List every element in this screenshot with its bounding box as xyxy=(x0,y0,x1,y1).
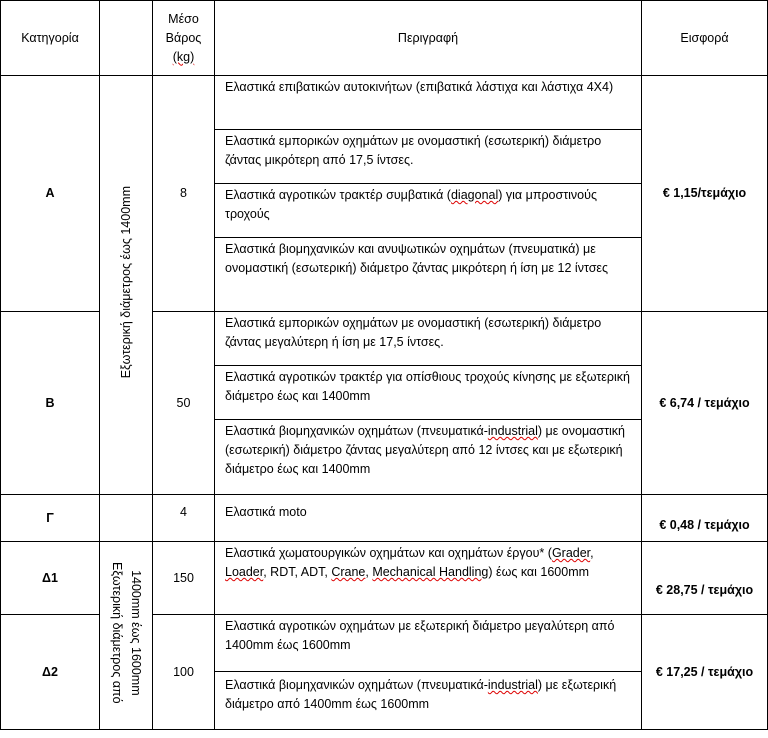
description-text: Ελαστικά βιομηχανικών οχημάτων (πνευματικά- xyxy=(225,424,488,438)
header-weight-line2: Βάρος xyxy=(165,30,202,45)
table-row xyxy=(1,495,768,542)
description-text: ) με εξωτερική διάμετρο από 1400mm έως 1600mm xyxy=(225,678,617,711)
header-weight-unit: (kg) xyxy=(172,49,195,64)
header-weight-line1: Μέσο xyxy=(168,11,199,26)
spellcheck-word: Grader xyxy=(551,546,591,560)
weight-cell: 50 xyxy=(153,312,215,495)
contribution-cell: € 0,48 / τεμάχιο xyxy=(642,495,768,542)
description-cell xyxy=(215,184,642,238)
group-blank-cell xyxy=(100,495,153,542)
description-text: Ελαστικά χωματουργικών οχημάτων και οχημάτων έργου* ( xyxy=(225,546,552,560)
header-row xyxy=(1,1,768,76)
group-label-line1: Εξωτερική διάμετρος από xyxy=(110,561,124,704)
description-text: Ελαστικά αγροτικών τρακτέρ συμβατικά ( xyxy=(225,188,451,202)
weight-cell: 8 xyxy=(153,76,215,312)
category-cell: Δ2 xyxy=(1,615,100,730)
table-row xyxy=(1,542,768,615)
description-cell xyxy=(215,542,642,615)
group-label-text: Εξωτερική διάμετρος έως 1400mm xyxy=(118,185,133,379)
header-description: Περιγραφή xyxy=(215,1,642,76)
weight-cell: 100 xyxy=(153,615,215,730)
group-label-diameter-1400-1600 xyxy=(100,542,153,730)
description-cell: Ελαστικά moto xyxy=(215,495,642,542)
description-text: Ελαστικά βιομηχανικών οχημάτων (πνευματικά- xyxy=(225,678,488,692)
category-cell: Β xyxy=(1,312,100,495)
header-blank xyxy=(100,1,153,76)
description-text: , RDT, ADT, xyxy=(263,565,332,579)
weight-cell: 4 xyxy=(153,495,215,542)
group-label-text xyxy=(107,562,145,704)
description-text: ) έως και 1600mm xyxy=(488,565,590,579)
description-cell: Ελαστικά εμπορικών οχημάτων με ονομαστική (εσωτερική) διάμετρο ζάντας μικρότερη από 17,5 ίντσες. xyxy=(215,130,642,184)
description-cell: Ελαστικά αγροτικών τρακτέρ για οπίσθιους τροχούς κίνησης με εξωτερική διάμετρο έως και 1400mm xyxy=(215,366,642,420)
contribution-cell: € 1,15/τεμάχιο xyxy=(642,76,768,312)
category-cell: Γ xyxy=(1,495,100,542)
spellcheck-word: industrial xyxy=(487,424,538,438)
spellcheck-word: diagonal xyxy=(450,188,499,202)
contribution-cell: € 17,25 / τεμάχιο xyxy=(642,615,768,730)
header-weight xyxy=(153,1,215,76)
table-row xyxy=(1,76,768,130)
description-text: , xyxy=(590,546,594,560)
description-cell: Ελαστικά επιβατικών αυτοκινήτων (επιβατικά λάστιχα και λάστιχα 4Χ4) xyxy=(215,76,642,130)
spellcheck-word: Loader xyxy=(225,565,264,579)
category-cell: Α xyxy=(1,76,100,312)
contribution-cell: € 28,75 / τεμάχιο xyxy=(642,542,768,615)
description-text: , xyxy=(365,565,373,579)
group-label-diameter-1400 xyxy=(100,76,153,495)
description-text: ) για μπροστινούς τροχούς xyxy=(225,188,597,221)
spellcheck-word: Mechanical Handling xyxy=(372,565,489,579)
spellcheck-word: industrial xyxy=(487,678,538,692)
category-cell: Δ1 xyxy=(1,542,100,615)
spellcheck-word: Crane xyxy=(331,565,366,579)
contribution-cell: € 6,74 / τεμάχιο xyxy=(642,312,768,495)
description-cell: Ελαστικά εμπορικών οχημάτων με ονομαστική (εσωτερική) διάμετρο ζάντας μεγαλύτερη ή ίση με 17,5 ίντσες. xyxy=(215,312,642,366)
group-label-line2: 1400mm έως 1600mm xyxy=(129,569,143,696)
description-text: ) με ονομαστική (εσωτερική) διάμετρο ζάντας μεγαλύτερη από 12 ίντσες και με εξωτερική διάμετρο έως και 1400mm xyxy=(225,424,626,476)
header-contribution: Εισφορά xyxy=(642,1,768,76)
description-cell: Ελαστικά βιομηχανικών και ανυψωτικών οχημάτων (πνευματικά) με ονομαστική (εσωτερική) διάμετρο ζάντας μικρότερη ή ίση με 12 ίντσες xyxy=(215,238,642,312)
header-category: Κατηγορία xyxy=(1,1,100,76)
description-cell: Ελαστικά αγροτικών οχημάτων με εξωτερική διάμετρο μεγαλύτερη από 1400mm έως 1600mm xyxy=(215,615,642,672)
weight-cell: 150 xyxy=(153,542,215,615)
description-cell xyxy=(215,420,642,495)
description-cell xyxy=(215,672,642,730)
